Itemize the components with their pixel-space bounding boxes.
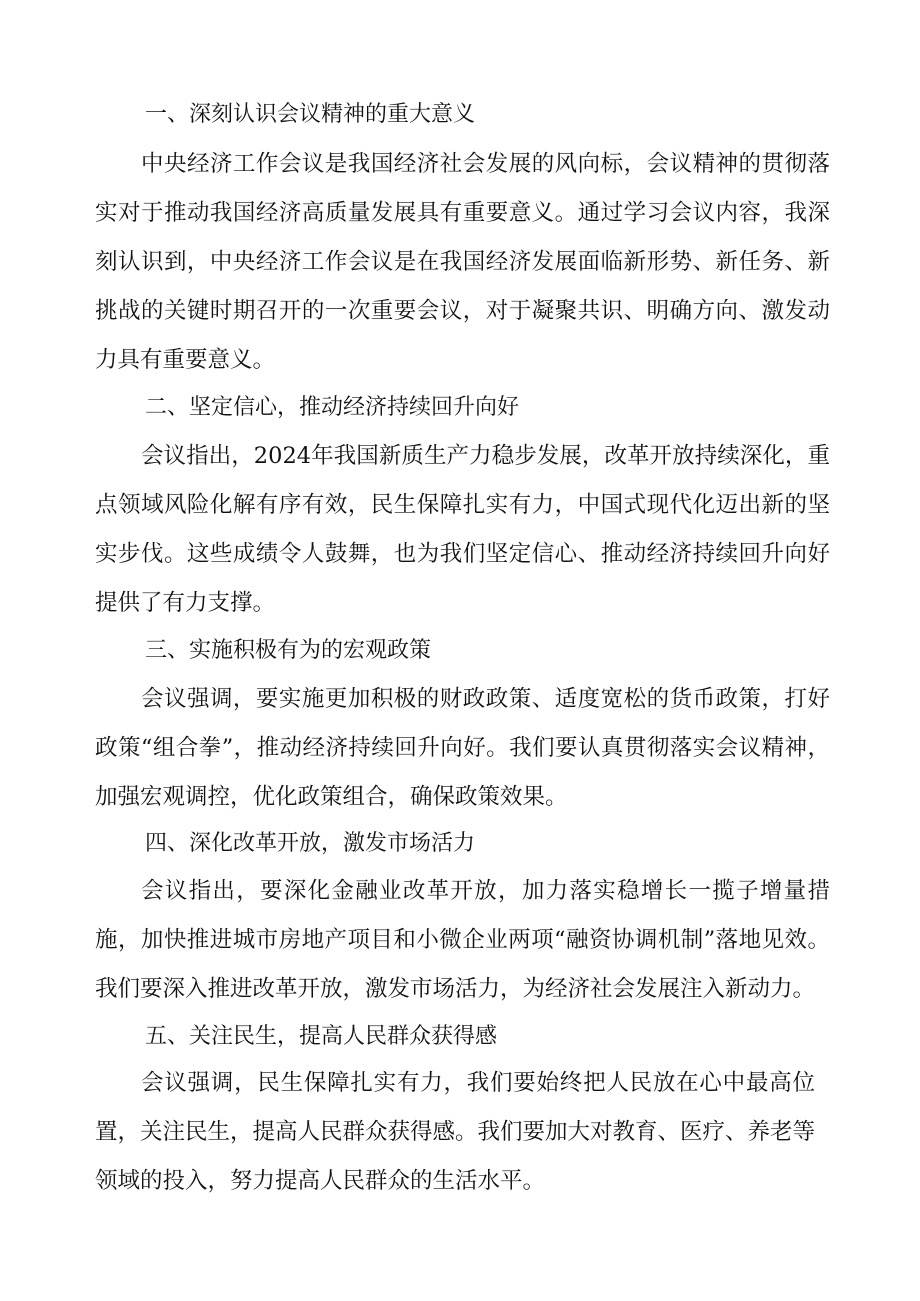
- section-5-heading: 五、关注民生，提高人民群众获得感: [145, 1024, 498, 1049]
- section-2-paragraph: 会议指出，2024年我国新质生产力稳步发展，改革开放持续深化，重点领域风险化解有序有效，民生保障扎实有力，中国式现代化迈出新的坚实步伐。这些成绩令人鼓舞，也为我们坚定信心、推动经济持续回升向好提供了有力支撑。: [95, 443, 830, 616]
- section-1-paragraph: 中央经济工作会议是我国经济社会发展的风向标，会议精神的贯彻落实对于推动我国经济高质量发展具有重要意义。通过学习会议内容，我深刻认识到，中央经济工作会议是在我国经济发展面临新形势、新任务、新挑战的关键时期召开的一次重要会议，对于凝聚共识、明确方向、激发动力具有重要意义。: [95, 151, 830, 373]
- section-2-heading: 二、坚定信心，推动经济持续回升向好: [145, 395, 520, 420]
- section-3-heading: 三、实施积极有为的宏观政策: [145, 638, 432, 663]
- section-3-paragraph: 会议强调，要实施更加积极的财政政策、适度宽松的货币政策，打好政策“组合拳”，推动经济持续回升向好。我们要认真贯彻落实会议精神，加强宏观调控，优化政策组合，确保政策效果。: [95, 686, 830, 810]
- section-1-heading: 一、深刻认识会议精神的重大意义: [145, 102, 476, 127]
- section-5-paragraph: 会议强调，民生保障扎实有力，我们要始终把人民放在心中最高位置，关注民生，提高人民群众获得感。我们要加大对教育、医疗、养老等领域的投入，努力提高人民群众的生活水平。: [95, 1070, 816, 1194]
- section-4-heading: 四、深化改革开放，激发市场活力: [145, 831, 476, 856]
- section-4-paragraph: 会议指出，要深化金融业改革开放，加力落实稳增长一揽子增量措施，加快推进城市房地产项目和小微企业两项“融资协调机制”落地见效。我们要深入推进改革开放，激发市场活力，为经济社会发展注入新动力。: [95, 878, 830, 1002]
